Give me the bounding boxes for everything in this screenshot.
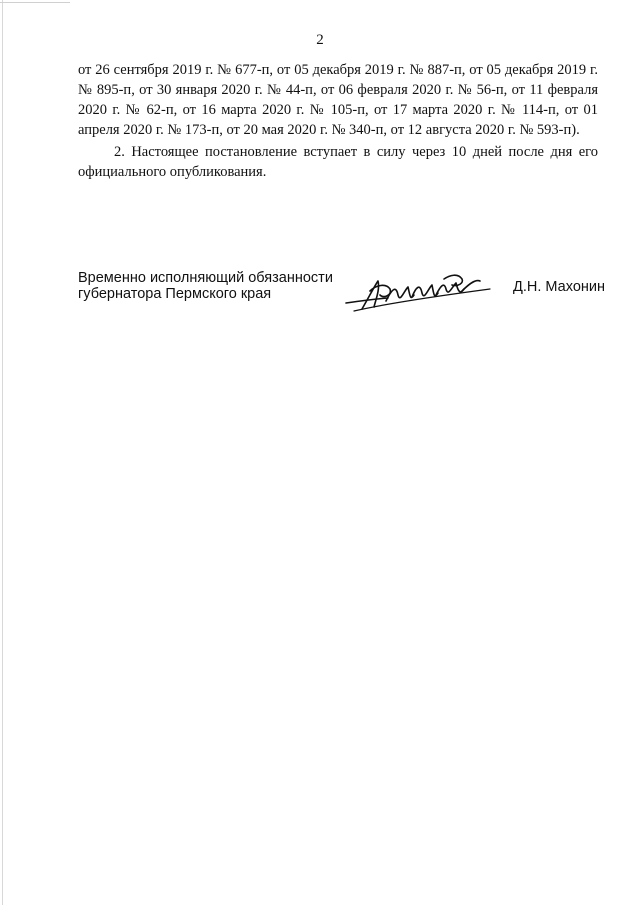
page-number: 2 bbox=[316, 32, 324, 48]
handwritten-signature bbox=[340, 265, 500, 320]
signer-position bbox=[78, 270, 338, 302]
paragraph-2: 2. Настоящее постановление вступает в силу через 10 дней после дня его официального опубликования. bbox=[78, 144, 598, 180]
paragraph-continuation: от 26 сентября 2019 г. № 677-п, от 05 декабря 2019 г. № 887-п, от 05 декабря 2019 г. № 895-п, от 30 января 2020 г. № 44-п, от 06 февраля 2020 г. № 56-п, от 11 февраля 2020 г. № 62-п, от 16 марта 2020 г. № 105-п, от 17 марта 2020 г. № 114-п, от 01 апреля 2020 г. № 173-п, от 20 мая 2020 г. № 340-п, от 12 августа 2020 г. № 593-п). bbox=[78, 62, 598, 138]
scan-edge-top bbox=[0, 2, 70, 3]
signer-position-line-1: Временно исполняющий обязанности bbox=[78, 270, 333, 286]
body-text bbox=[78, 60, 598, 182]
scan-edge-left bbox=[2, 0, 3, 905]
signer-position-line-2: губернатора Пермского края bbox=[78, 286, 272, 302]
signer-name: Д.Н. Махонин bbox=[513, 279, 605, 295]
